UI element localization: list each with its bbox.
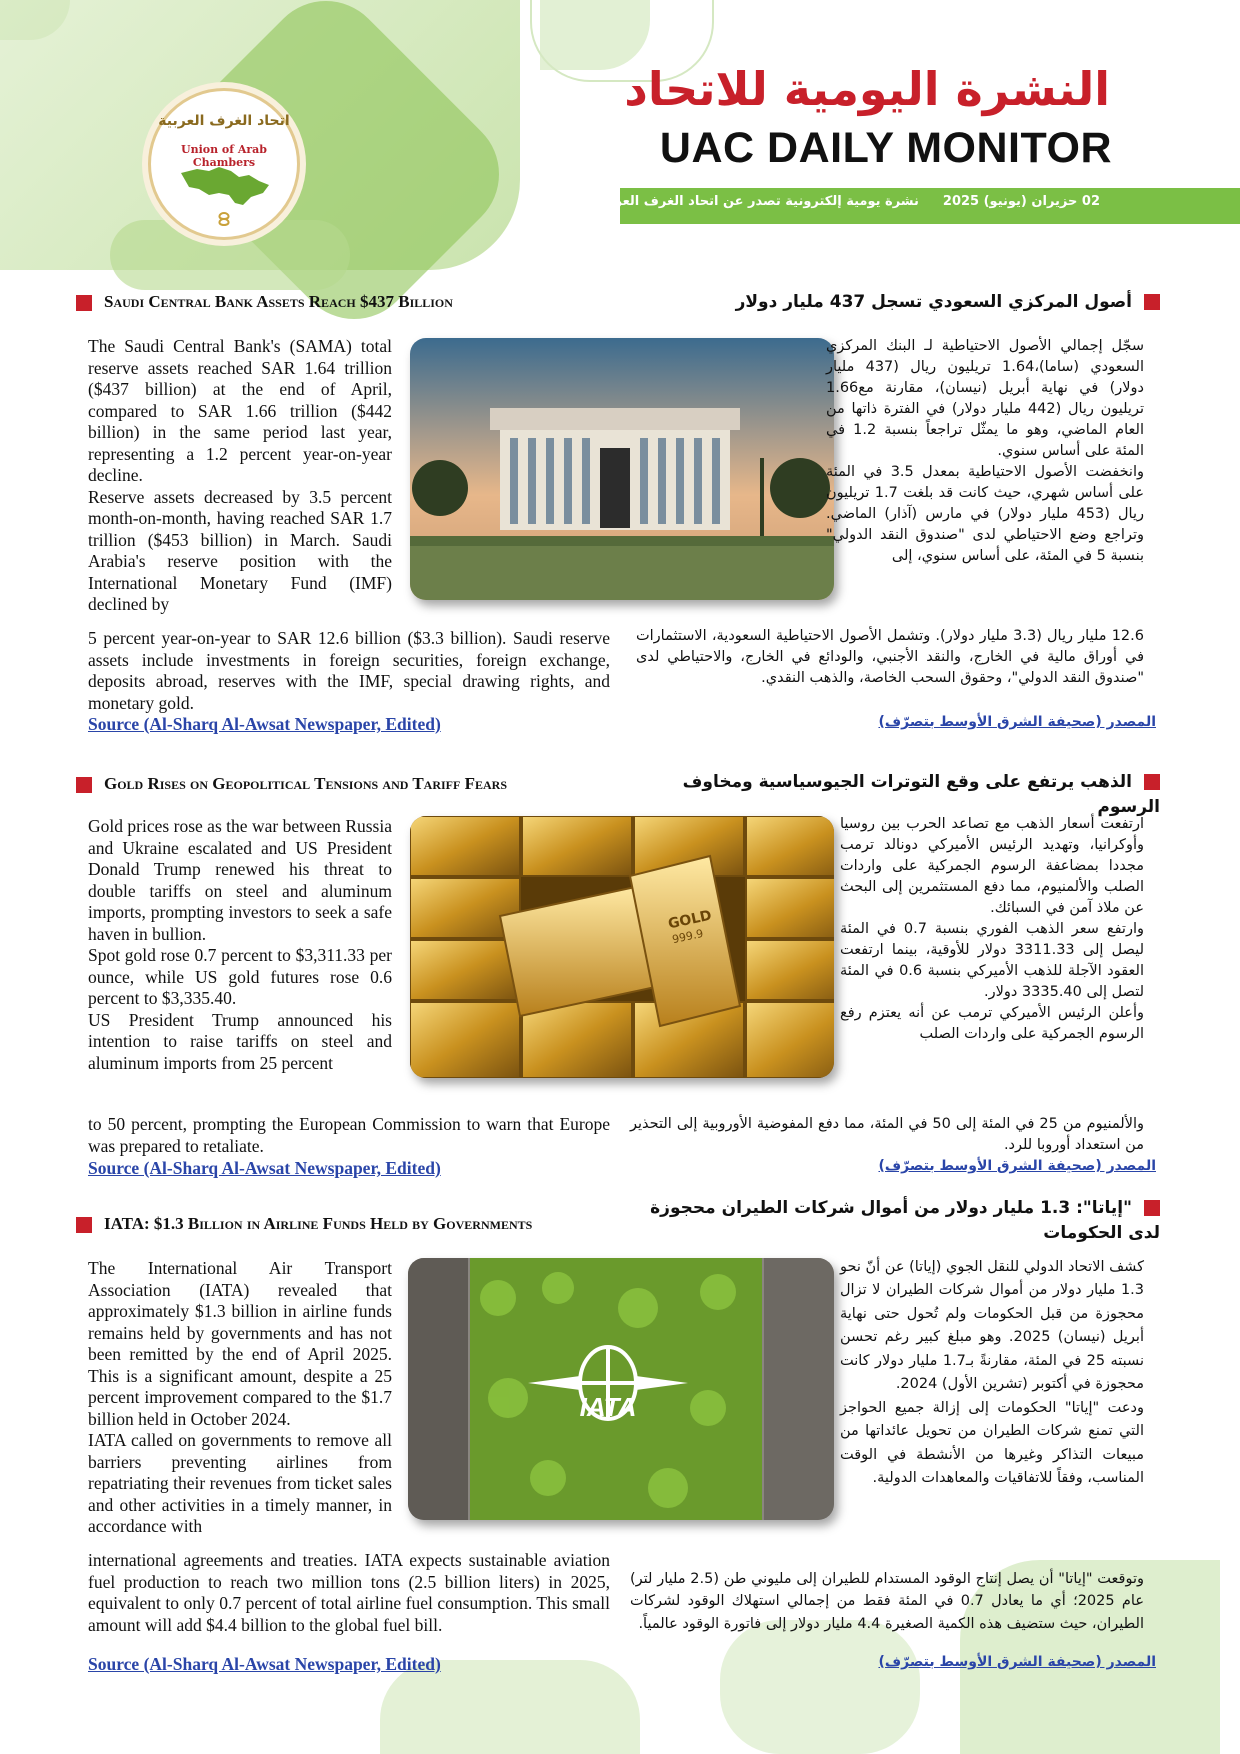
paragraph: Gold prices rose as the war between Russia and Ukraine escalated and US President Donald Trump renewed his threat to double tariffs on steel and aluminum imports, prompting investors to seek a safe haven in bullion. (88, 816, 392, 944)
paragraph: ودعت "إياتا" الحكومات إلى إزالة جميع الحواجز التي تمنع شركات الطيران من تحويل عائداتها من مبيعات التذاكر وغيرها من الأنشطة في الوقت المناسب، وفقاً للاتفاقيات والمعاهدات الدولية. (840, 1399, 1144, 1487)
logo-ornament-icon (213, 211, 235, 227)
article-3-title-en: IATA: $1.3 Billion in Airline Funds Held by Governments (76, 1214, 532, 1234)
issue-date: 02 حزيران (يونيو) 2025 (942, 194, 1100, 209)
article-3-photo-iata (408, 1258, 834, 1520)
article-3-body-ar-top (840, 1256, 1144, 1491)
red-square-bullet (1144, 774, 1160, 790)
red-square-bullet (1144, 1200, 1160, 1216)
article-1-title-ar: أصول المركزي السعودي تسجل 437 مليار دولار (640, 290, 1160, 315)
title-arabic: النشرة اليومية للاتحاد (624, 62, 1110, 116)
paragraph: سجّل إجمالي الأصول الاحتياطية لـ البنك المركزي السعودي (ساما)،1.64 تريليون ريال (437 مليار دولار) في نهاية أبريل (نيسان)، مقارنة مع1.66 تريليون ريال (442 مليار دولار) في الفترة ذاتها من العام الماضي، وهو ما يمثّل تراجعاً بنسبة 1.2 في المئة على أساس سنوي. (826, 338, 1144, 460)
gold-bar-label: GOLD (666, 907, 714, 933)
article-2-photo-gold-bars (410, 816, 834, 1078)
article-1-body-en-bottom (88, 628, 610, 714)
paragraph: وتوقعت "إياتا" أن يصل إنتاج الوقود المستدام للطيران إلى مليوني طن (2.5 مليار لتر) عام 2025؛ أي ما يعادل 0.7 في المئة فقط من إجمالي استهلاك الوقود لشركات الطيران، حيث ستضيف هذه الكمية الصغيرة 4.4 مليار دولار إلى فاتورة الوقود عالمياً. (630, 1571, 1144, 1632)
article-2-source-link-ar[interactable]: المصدر (صحيفة الشرق الأوسط بتصرّف) (878, 1158, 1156, 1174)
article-3-body-ar-bottom (630, 1568, 1144, 1635)
red-square-bullet (76, 295, 92, 311)
uac-logo (148, 88, 300, 240)
title-english: UAC DAILY MONITOR (659, 124, 1112, 172)
article-2-title-en: Gold Rises on Geopolitical Tensions and Tariff Fears (76, 774, 507, 794)
article-3-body-en-bottom (88, 1550, 610, 1636)
paragraph: US President Trump announced his intention to raise tariffs on steel and aluminum imports from 25 percent (88, 1009, 392, 1073)
article-1-title-en: Saudi Central Bank Assets Reach $437 Billion (76, 292, 453, 312)
paragraph: Spot gold rose 0.7 percent to $3,311.33 per ounce, while US gold futures rose 0.6 percent to $3,335.40. (88, 945, 392, 1009)
red-square-bullet (1144, 294, 1160, 310)
article-2-source-link-en[interactable]: Source (Al-Sharq Al-Awsat Newspaper, Edited) (88, 1158, 441, 1178)
article-3-body-en-top (88, 1258, 392, 1538)
paragraph: والألمنيوم من 25 في المئة إلى 50 في المئة، مما دفع المفوضية الأوروبية إلى التحذير من استعداد أوروبا للرد. (630, 1116, 1144, 1154)
paragraph: to 50 percent, prompting the European Commission to warn that Europe was prepared to retaliate. (88, 1114, 610, 1156)
article-3-source-link-ar[interactable]: المصدر (صحيفة الشرق الأوسط بتصرّف) (878, 1654, 1156, 1670)
article-2-body-ar-bottom (630, 1114, 1144, 1156)
gold-bar-purity: 999.9 (670, 926, 705, 947)
article-2-body-en-bottom (88, 1114, 610, 1157)
article-3-title-ar: "إياتا": 1.3 مليار دولار من أموال شركات الطيران محجوزة لدى الحكومات (650, 1198, 1160, 1243)
article-2-body-ar-top (840, 814, 1144, 1045)
paragraph: international agreements and treaties. IATA expects sustainable aviation fuel production to reach two million tons (2.5 billion liters) in 2025, equivalent to only 0.7 percent of total airline fuel consumption. This small amount will add $4.4 billion to the global fuel bill. (88, 1550, 610, 1635)
decorative-shape (720, 1620, 920, 1754)
article-1-source-link-en[interactable]: Source (Al-Sharq Al-Awsat Newspaper, Edited) (88, 714, 441, 734)
article-2-body-en-top (88, 816, 392, 1074)
paragraph: IATA called on governments to remove all barriers preventing airlines from repatriating their revenues from ticket sales and other activities in a timely manner, in accordance with (88, 1430, 392, 1537)
article-1-body-en-top (88, 336, 392, 616)
article-1-body-ar-top (826, 336, 1144, 567)
header-subline (596, 194, 1100, 209)
red-square-bullet (76, 1217, 92, 1233)
iata-logo-text: IATA (579, 1392, 637, 1422)
paragraph: ارتفعت أسعار الذهب مع تصاعد الحرب بين روسيا وأوكرانيا، وتهديد الرئيس الأميركي دونالد ترمب مجددا بمضاعفة الرسوم الجمركية على واردات الصلب والألمنيوم، مما دفع المستثمرين إلى البحث عن ملاذ آمن في السبائك. (840, 816, 1144, 917)
article-1-source-link-ar[interactable]: المصدر (صحيفة الشرق الأوسط بتصرّف) (878, 714, 1156, 730)
article-2-title-ar: الذهب يرتفع على وقع التوترات الجيوسياسية ومخاوف الرسوم (682, 772, 1160, 817)
paragraph: وانخفضت الأصول الاحتياطية بمعدل 3.5 في المئة على أساس شهري، حيث كانت قد بلغت 1.7 تريليون ريال (453 مليار دولار) في مارس (آذار) الماضي. وتراجع وضع الاحتياطي لدى "صندوق النقد الدولي" بنسبة 5 في المئة، على أساس سنوي، إلى (826, 464, 1145, 565)
paragraph: 5 percent year-on-year to SAR 12.6 billion ($3.3 billion). Saudi reserve assets include investments in foreign securities, foreign exchange, deposits abroad, reserves with the IMF, special drawing rights, and monetary gold. (88, 628, 610, 713)
arab-world-map-icon (179, 163, 271, 207)
red-square-bullet (76, 777, 92, 793)
paragraph: The Saudi Central Bank's (SAMA) total reserve assets reached SAR 1.64 trillion ($437 billion) at the end of April, compared to SAR 1.66 trillion ($442 billion) in the same period last year, representing a 1.2 percent year-on-year decline. (88, 336, 392, 486)
article-3-source-link-en[interactable]: Source (Al-Sharq Al-Awsat Newspaper, Edited) (88, 1654, 441, 1674)
paragraph: وأعلن الرئيس الأميركي ترمب عن أنه يعتزم رفع الرسوم الجمركية على واردات الصلب (840, 1005, 1144, 1043)
article-1-photo-central-bank (410, 338, 834, 600)
paragraph: The International Air Transport Association (IATA) revealed that approximately $1.3 billion in airline funds remains held by governments and has not been remitted by the end of April 2025. This is a significant amount, despite a 25 percent improvement compared to the $1.7 billion held in October 2024. (88, 1258, 392, 1429)
paragraph: 12.6 مليار ريال (3.3 مليار دولار). وتشمل الأصول الاحتياطية السعودية، الاستثمارات في أوراق مالية في الخارج، والنقد الأجنبي، والودائع في الخارج، والاحتياطي لدى "صندوق النقد الدولي"، وحقوق السحب الخاصة، والذهب النقدي. (636, 628, 1144, 687)
logo-english-text: Union of Arab Chambers (181, 143, 267, 169)
logo-arabic-text: اتحاد الغرف العربية (158, 113, 290, 129)
article-1-body-ar-bottom (636, 626, 1144, 689)
tagline: نشرة يومية إلكترونية تصدر عن اتحاد الغرف العربية (596, 194, 919, 209)
paragraph: كشف الاتحاد الدولي للنقل الجوي (إياتا) عن أنّ نحو 1.3 مليار دولار من أموال شركات الطيران لا تزال محجوزة من قبل الحكومات ولم تُحول حتى نهاية أبريل (نيسان) 2025. وهو مبلغ كبير رغم تحسن نسبته 25 في المئة، مقارنةً بـ1.7 مليار دولار كانت محجوزة في أكتوبر (تشرين الأول) 2024. (840, 1259, 1144, 1393)
paragraph: وارتفع سعر الذهب الفوري بنسبة 0.7 في المئة ليصل إلى 3311.33 دولار للأوقية، بينما ارتفعت العقود الآجلة للذهب الأميركي بنسبة 0.6 في المئة لتصل إلى 3335.40 دولار. (840, 921, 1145, 1001)
paragraph: Reserve assets decreased by 3.5 percent month-on-month, having reached SAR 1.7 trillion ($453 billion) in March. Saudi Arabia's reserve position with the International Monetary Fund (IMF) declined by (88, 486, 392, 615)
